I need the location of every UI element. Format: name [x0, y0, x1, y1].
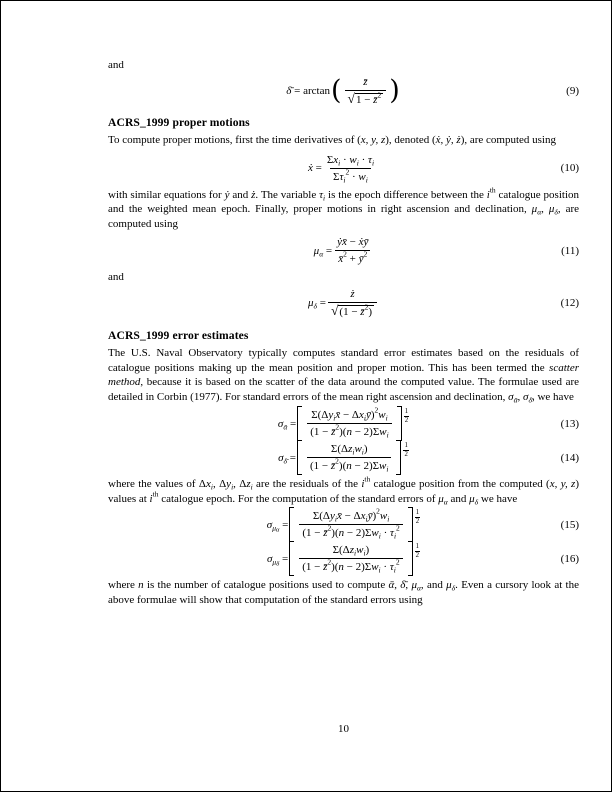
eq13-denominator: (1 − z̄$^2$)(n − $2)\Sigma w_i$ [307, 423, 391, 439]
eq15-fraction [299, 506, 402, 541]
eq13-fraction [307, 405, 391, 440]
right-bracket [408, 541, 413, 576]
sqrt-icon: √ [331, 303, 339, 318]
exponent-one-half: 1 2 [404, 408, 409, 424]
equation-13 [108, 405, 579, 440]
eq16-fraction [299, 543, 402, 574]
paragraph-epoch-difference: with similar equations for ẏ and ż. The variable $\tau_i$ is the epoch difference between the $i^{th}$ catalogue position and the weighted mean epoch. Finally, proper motions in right ascension and declination, $\mu_\alpha$, $\mu_\delta$, are computed using [108, 185, 580, 230]
eq14-denominator: (1 − z̄$^2$)(n − $2)\Sigma w_i$ [307, 457, 391, 473]
paragraph-residuals: where the values of $\Delta x_i$, $\Delta y_i$, $\Delta z_i$ are the residuals of the $i^{th}$ catalogue position from the computed (x, y, z) values at $i^{th}$ catalogue epoch. For the computation of the standard errors of $\mu_\alpha$ and $\mu_\delta$ we have [108, 474, 580, 506]
eq10-denominator: $\Sigma\tau_i^2 \cdot w_i$ [330, 168, 371, 184]
equation-14 [108, 442, 579, 473]
eq11-lhs: $\mu_\alpha$ = [313, 244, 333, 258]
left-bracket [297, 440, 302, 475]
eq16-numerator: $\Sigma(\Delta z_iw_i)$ [332, 544, 370, 558]
equation-10 [108, 153, 579, 184]
equation-16 [108, 543, 579, 574]
page-number: 10 [338, 723, 349, 735]
eq13-lhs: $\sigma_ᾱ$ = [277, 417, 297, 431]
equation-number-15: (15) [560, 518, 579, 531]
eq14-fraction [307, 442, 391, 473]
eq11-fraction [334, 235, 371, 266]
eq13-numerator: $\Sigma(\Delta y_ix̄$ − $\Delta x_iȳ)^2w_i$ [311, 405, 388, 423]
eq16-denominator: (1 − z̄$^2$)(n − $2)\Sigma w_i \cdot \tau_i^2$ [299, 558, 402, 574]
eq10-fraction [324, 153, 377, 184]
page-content [108, 58, 579, 607]
section-heading-error-estimates: ACRS_1999 error estimates [108, 329, 249, 342]
eq14-lhs: $\sigma_{\deltā}$ = [278, 451, 297, 465]
eq10-lhs: ẋ = [307, 162, 322, 174]
equation-12 [108, 287, 579, 319]
eq9-fraction [345, 75, 387, 107]
equation-9: δ̄ = arctan ( $\frac{z̄}{√1 - z̄^2}$ ) (9) [286, 75, 579, 106]
eq11-numerator: ẏx̄ − ẋȳ [337, 236, 369, 248]
eq11-denominator: x̄$^2$ + $ȳ^2$ [335, 250, 370, 266]
eq10-numerator: $\Sigma x_i \cdot w_i \cdot \tau_i$ [326, 153, 375, 167]
right-bracket [396, 440, 401, 475]
section-heading-proper-motions: ACRS_1999 proper motions [108, 116, 250, 129]
equation-11 [108, 235, 579, 266]
sqrt-icon: √ [347, 91, 355, 106]
left-bracket [297, 406, 302, 441]
left-bracket [289, 541, 294, 576]
paragraph-conclusion: where n is the number of catalogue positions used to compute ᾱ, δ̄, $\mu_\alpha$, and $\mu_\delta$. Even a cursory look at the above formulae will show that computation of the standard errors using [108, 579, 579, 606]
eq9-denominator [345, 90, 387, 107]
eq14-numerator: $\Sigma(\Delta z_iw_i)$ [330, 443, 368, 457]
right-bracket [397, 406, 402, 441]
equation-number-9: (9) [566, 85, 579, 97]
equation-number-13: (13) [560, 417, 579, 430]
paragraph-proper-motions-intro: To compute proper motions, first the time derivatives of (x, y, z), denoted (ẋ, ẏ, ż), are computed using [108, 134, 556, 146]
eq9-lhs: δ̄ = arctan [286, 85, 330, 97]
equation-number-12: (12) [560, 297, 579, 309]
exponent-one-half: 1 2 [415, 543, 419, 559]
paragraph-scatter-method: The U.S. Naval Observatory typically computes standard error estimates based on the residuals of catalogue positions making up the mean position and proper motion. This has been termed the scatter method, because it is based on the scatter of the data around the computed value. The formulae used are detailed in Corbin (1977). For standard errors of the mean right ascension and declination, $\sigma_ᾱ$, $\sigma_{\deltā}$, we have [108, 347, 579, 404]
eq12-lhs: $\mu_\delta$ = [308, 297, 326, 311]
eq9-numerator: z̄ [363, 76, 368, 88]
eq15-lhs: $\sigma_{\mu\alpha}$ = [266, 518, 289, 533]
connector-word-and-2: and [108, 271, 124, 283]
equation-number-16: (16) [560, 552, 579, 565]
equation-15 [108, 506, 579, 541]
connector-word-and-1: and [108, 59, 124, 71]
exponent-one-half: 1 2 [404, 442, 408, 458]
eq12-numerator: ż [350, 288, 355, 300]
right-bracket [408, 507, 413, 542]
eq15-denominator: (1 − z̄$^2$)(n − $2)\Sigma w_i \cdot \tau_i^2$ [299, 524, 402, 540]
eq12-fraction [328, 287, 377, 319]
equation-number-14: (14) [560, 451, 579, 464]
eq16-lhs: $\sigma_{\mu\delta}$ = [266, 552, 289, 567]
eq12-radicand: (1 − z̄$^2$) [339, 302, 372, 318]
eq12-denominator [328, 302, 377, 319]
left-bracket [289, 507, 294, 542]
exponent-one-half: 1 2 [415, 509, 420, 525]
equation-number-10: (10) [560, 162, 579, 174]
eq9-radicand: 1 − z̄$^2$ [355, 90, 382, 106]
eq15-numerator: $\Sigma(\Delta y_ix̄$ − $\Delta x_iȳ)^2w_i$ [312, 506, 390, 524]
equation-number-11: (11) [561, 244, 579, 257]
